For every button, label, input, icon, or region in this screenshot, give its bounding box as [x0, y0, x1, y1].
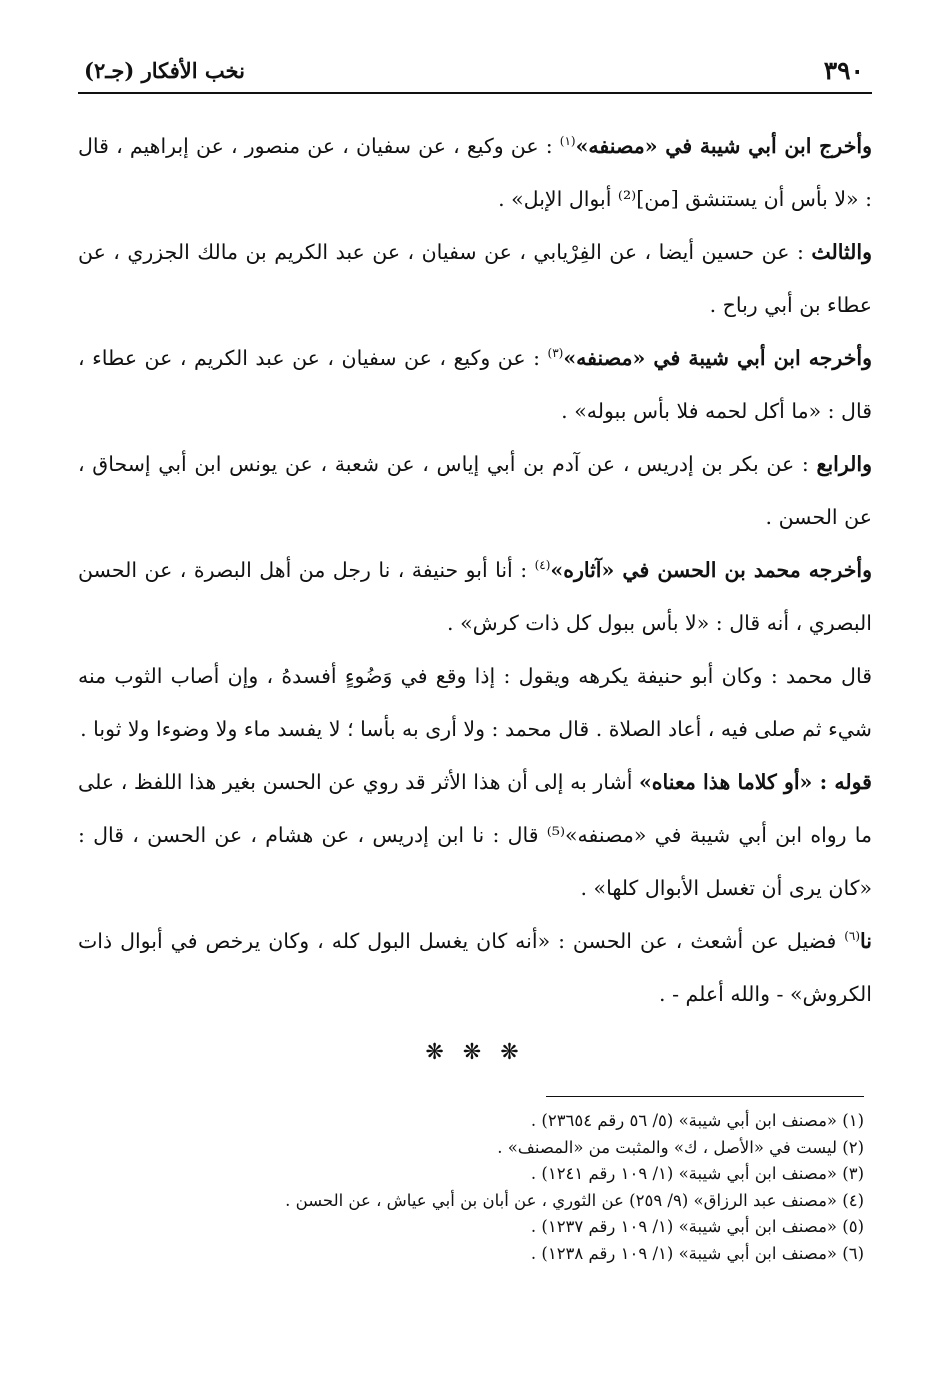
footnote: (٣) «مصنف ابن أبي شيبة» (١/ ١٠٩ رقم ١٢٤١) . [530, 1164, 864, 1183]
header-rule [78, 92, 872, 94]
paragraph-lead: وأخرجه ابن أبي شيبة في «مصنفه» [563, 346, 873, 370]
footnote-rule [546, 1096, 864, 1097]
paragraph-lead: وأخرج ابن أبي شيبة في «مصنفه» [575, 134, 872, 158]
footnote-ref: (٤) [534, 558, 551, 573]
footnote: (٤) «مصنف عبد الرزاق» (٩/ ٢٥٩) عن الثوري ، عن أبان بن أبي عياش ، عن الحسن . [285, 1190, 864, 1210]
paragraph-lead: والرابع [816, 452, 872, 476]
page-number: ٣٩٠ [823, 56, 864, 85]
main-text [78, 120, 872, 1021]
book-page [78, 48, 872, 1358]
paragraph-text: : عن حسين أيضا ، عن الفِرْيابي ، عن سفيان ، عن عبد الكريم بن مالك الجزري ، عن عطاء بن أبي رباح . [78, 240, 872, 317]
paragraph [78, 226, 872, 332]
running-title: نخب الأفكار (جـ٢) [84, 58, 245, 83]
paragraph [78, 120, 872, 226]
footnote: (١) «مصنف ابن أبي شيبة» (٥/ ٥٦ رقم ٢٣٦٥٤) . [530, 1111, 864, 1130]
paragraph-text: : عن وكيع ، عن سفيان ، عن منصور ، عن إبراهيم ، قال : «لا بأس أن يستنشق [من]⁽²⁾ أبوال الإبل» . [78, 134, 872, 211]
paragraph [78, 650, 872, 756]
footnote: (٢) ليست في «الأصل ، ك» والمثبت من «المصنف» . [497, 1137, 864, 1157]
paragraph [78, 438, 872, 544]
paragraph-lead: نا [860, 929, 872, 953]
paragraph-text: : أنا أبو حنيفة ، نا رجل من أهل البصرة ، عن الحسن البصري ، أنه قال : «لا بأس ببول كل ذات كرش» . [78, 558, 872, 635]
paragraph [78, 544, 872, 650]
footnote: (٥) «مصنف ابن أبي شيبة» (١/ ١٠٩ رقم ١٢٣٧) . [530, 1217, 864, 1236]
footnote-ref: (١) [559, 134, 576, 149]
paragraph-text: فضيل عن أشعث ، عن الحسن : «أنه كان يغسل البول كله ، وكان يرخص في أبوال ذات الكروش» - والله أعلم - . [78, 929, 872, 1006]
footnote: (٦) «مصنف ابن أبي شيبة» (١/ ١٠٩ رقم ١٢٣٨) . [530, 1243, 864, 1263]
footnote-ref: (٣) [547, 346, 564, 361]
section-separator: ❋ ❋ ❋ [425, 1040, 525, 1065]
paragraph-text: : عن بكر بن إدريس ، عن آدم بن أبي إياس ، عن شعبة ، عن يونس ابن أبي إسحاق ، عن الحسن . [78, 452, 872, 529]
paragraph-text: أشار به إلى أن هذا الأثر قد روي عن الحسن بغير هذا اللفظ ، على ما رواه ابن أبي شيبة في «مصنفه»⁽⁵⁾ قال : نا ابن إدريس ، عن هشام ، عن الحسن ، قال : «كان يرى أن تغسل الأبوال كلها» . [78, 770, 873, 900]
paragraph-lead: وأخرجه محمد بن الحسن في «آثاره» [550, 558, 872, 582]
paragraph [78, 332, 872, 438]
footnote-ref: (٦) [844, 929, 861, 944]
footnotes [78, 1108, 864, 1267]
page-header [78, 48, 872, 92]
paragraph-text: قال محمد : وكان أبو حنيفة يكرهه ويقول : إذا وقع في وَضُوءٍ أفسدهُ ، وإن أصاب الثوب منه شيء ثم صلى فيه ، أعاد الصلاة . قال محمد : ولا أرى به بأسا ؛ لا يفسد ماء ولا وضوءا ولا ثوبا . [78, 664, 872, 741]
paragraph [78, 915, 872, 1021]
paragraph [78, 756, 872, 915]
paragraph-lead: والثالث [811, 240, 872, 264]
paragraph-lead: قوله : «أو كلاما هذا معناه» [638, 770, 872, 794]
paragraph-text: : عن وكيع ، عن سفيان ، عن عبد الكريم ، عن عطاء ، قال : «ما أكل لحمه فلا بأس ببوله» . [78, 346, 872, 423]
